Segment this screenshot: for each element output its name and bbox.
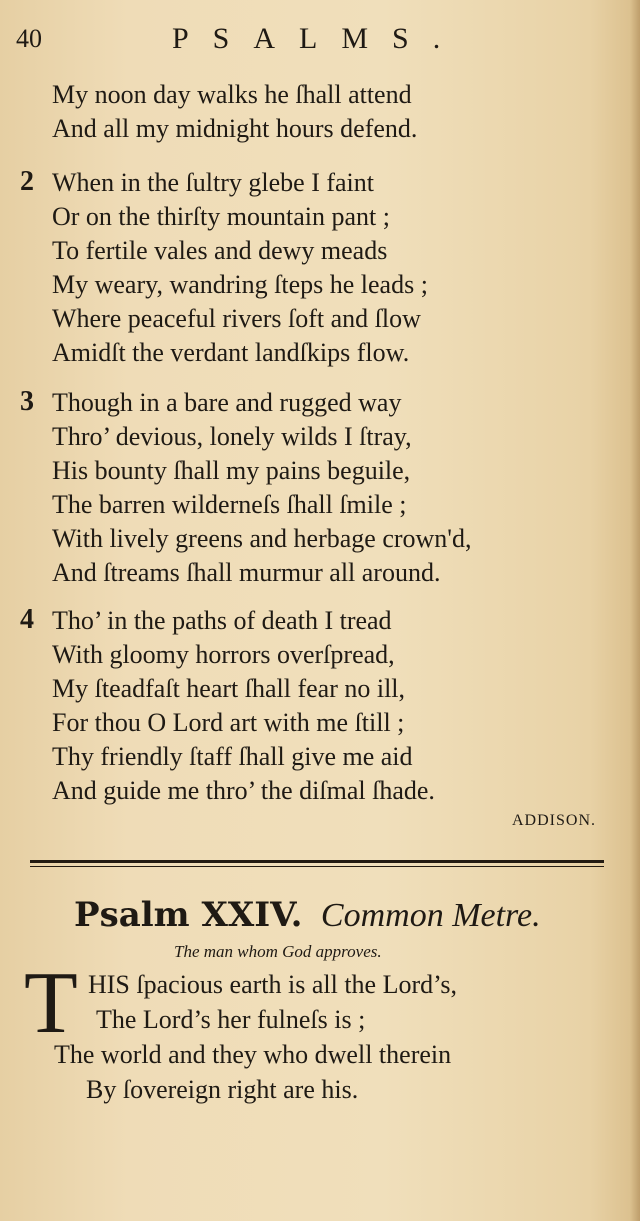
verse-line: And all my midnight hours defend. bbox=[52, 114, 418, 143]
verse-line: With lively greens and herbage crown'd, bbox=[52, 524, 472, 553]
verse-line: Thro’ devious, lonely wilds I ſtray, bbox=[52, 422, 412, 451]
verse-line: Where peaceful rivers ſoft and ſlow bbox=[52, 304, 421, 333]
verse-line: My weary, wandring ſteps he leads ; bbox=[52, 270, 428, 299]
verse-line: His bounty ſhall my pains beguile, bbox=[52, 456, 411, 485]
verse-line: My ſteadfaſt heart ſhall fear no ill, bbox=[52, 674, 406, 703]
stanza-number: 2 bbox=[20, 166, 34, 197]
verse-line: Tho’ in the paths of death I tread bbox=[52, 606, 392, 635]
verse-line: When in the ſultry glebe I faint bbox=[52, 168, 375, 197]
page-number: 40 bbox=[16, 24, 42, 53]
page-header bbox=[0, 16, 640, 56]
psalm-subtitle: The man whom God approves. bbox=[174, 942, 382, 961]
verse-line: And guide me thro’ the diſmal ſhade. bbox=[52, 776, 435, 805]
verse-line: The barren wilderneſs ſhall ſmile ; bbox=[52, 490, 407, 519]
section-divider-thin bbox=[30, 866, 604, 867]
running-head: PSALMS. bbox=[172, 22, 465, 55]
verse-line: Amidſt the verdant landſkips flow. bbox=[52, 338, 410, 367]
verse-line: Though in a bare and rugged way bbox=[52, 388, 402, 417]
verse-line: And ſtreams ſhall murmur all around. bbox=[52, 558, 441, 587]
verse-line: With gloomy horrors overſpread, bbox=[52, 640, 395, 669]
stanza-number: 4 bbox=[20, 604, 34, 635]
author-attribution: ADDISON. bbox=[512, 812, 596, 829]
verse-line: For thou O Lord art with me ſtill ; bbox=[52, 708, 405, 737]
psalm-title bbox=[74, 895, 541, 935]
verse-line: Thy friendly ſtaff ſhall give me aid bbox=[52, 742, 413, 771]
verse-line: To fertile vales and dewy meads bbox=[52, 236, 388, 265]
verse-line: By ſovereign right are his. bbox=[86, 1075, 359, 1104]
psalm-title-name: Psalm XXIV. bbox=[74, 895, 303, 935]
verse-line: The Lord’s her fulneſs is ; bbox=[96, 1005, 366, 1034]
section-divider-thick bbox=[30, 860, 604, 863]
verse-line: HIS ſpacious earth is all the Lord’s, bbox=[88, 970, 457, 999]
verse-line: The world and they who dwell therein bbox=[54, 1040, 452, 1069]
stanza-number: 3 bbox=[20, 386, 34, 417]
verse-line: Or on the thirſty mountain pant ; bbox=[52, 202, 390, 231]
verse-line: My noon day walks he ſhall attend bbox=[52, 80, 412, 109]
psalm-title-meter: Common Metre. bbox=[320, 897, 541, 934]
page-edge-shadow bbox=[630, 0, 640, 1221]
drop-cap: T bbox=[24, 955, 78, 1052]
